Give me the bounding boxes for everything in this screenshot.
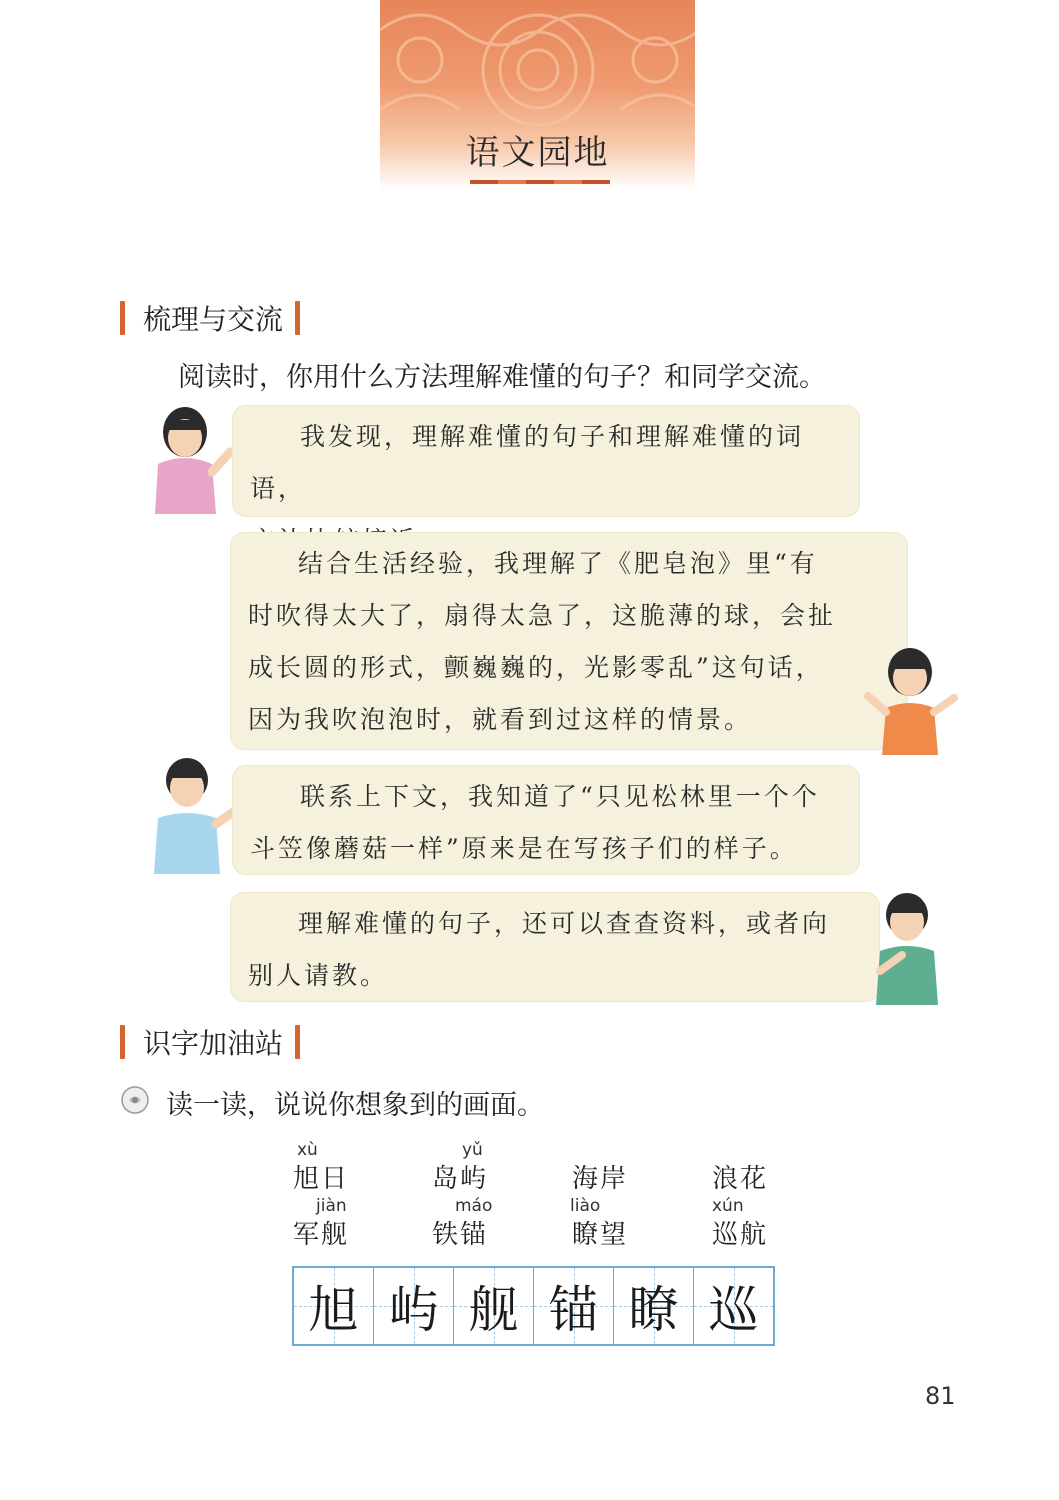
boy-green-shirt-illustration (862, 885, 952, 1005)
vocab-word: 铁锚 (432, 1220, 489, 1250)
bubble-line: 时吹得太大了，扇得太急了，这脆薄的球，会扯 (248, 601, 837, 630)
pinyin-label: xù (297, 1140, 318, 1160)
bubble-line: 成长圆的形式，颤巍巍的，光影零乱”这句话， (248, 653, 824, 682)
girl-orange-shirt-illustration (860, 640, 960, 755)
grid-cell (294, 1268, 374, 1344)
heading-bar-left (120, 1025, 125, 1059)
header-banner (380, 0, 695, 190)
bubble-line: 联系上下文，我知道了“只见松林里一个个 (300, 782, 820, 811)
grid-cell (614, 1268, 694, 1344)
page-number: 81 (925, 1382, 956, 1410)
grid-cell (694, 1268, 773, 1344)
grid-character: 屿 (388, 1281, 439, 1339)
grid-cell (454, 1268, 534, 1344)
bubble-line: 结合生活经验，我理解了《肥皂泡》里“有 (298, 549, 818, 578)
bubble-line: 理解难懂的句子，还可以查查资料，或者向 (298, 909, 831, 938)
grid-character: 锚 (548, 1281, 599, 1339)
vocab-word: 巡航 (712, 1220, 769, 1250)
section-prompt: 读一读，说说你想象到的画面。 (166, 1090, 544, 1121)
pinyin-label: jiàn (316, 1196, 347, 1216)
character-writing-grid (292, 1266, 775, 1346)
title-underline (470, 180, 610, 184)
vocab-word: 瞭望 (572, 1220, 629, 1250)
speech-bubble-2 (230, 532, 908, 750)
grid-character: 巡 (708, 1281, 759, 1339)
bubble-line: 我发现，理解难懂的句子和理解难懂的词语， (250, 422, 805, 503)
grid-cell (374, 1268, 454, 1344)
heading-bar-right (295, 1025, 300, 1059)
vocab-word: 旭日 (293, 1164, 350, 1194)
pinyin-label: yǔ (462, 1140, 483, 1160)
bubble-line: 因为我吹泡泡时，就看到过这样的情景。 (248, 705, 753, 734)
vocab-word: 浪花 (712, 1164, 769, 1194)
pinyin-label: liào (570, 1196, 601, 1216)
section-title: 梳理与交流 (143, 303, 284, 336)
pinyin-label: xún (712, 1196, 744, 1216)
grid-character: 瞭 (628, 1281, 679, 1339)
section-prompt: 阅读时，你用什么方法理解难懂的句子？和同学交流。 (178, 362, 826, 393)
section-heading-sorting (120, 298, 300, 338)
speech-bubble-3 (232, 765, 860, 875)
vocab-word: 岛屿 (432, 1164, 489, 1194)
read-aloud-icon (120, 1085, 150, 1115)
vocab-word: 军舰 (293, 1220, 350, 1250)
page-title: 语文园地 (465, 133, 610, 173)
girl-pink-shirt-illustration (140, 402, 240, 514)
heading-bar-right (295, 301, 300, 335)
heading-bar-left (120, 301, 125, 335)
speech-bubble-4 (230, 892, 880, 1002)
vocab-word: 海岸 (572, 1164, 629, 1194)
speech-bubble-1 (232, 405, 860, 517)
bubble-line: 斗笠像蘑菇一样”原来是在写孩子们的样子。 (250, 834, 798, 863)
section-title: 识字加油站 (143, 1027, 284, 1060)
section-heading-literacy (120, 1022, 300, 1062)
bubble-line: 别人请教。 (248, 961, 389, 990)
grid-character: 旭 (308, 1281, 359, 1339)
pinyin-label: máo (455, 1196, 493, 1216)
grid-character: 舰 (468, 1281, 519, 1339)
grid-cell (534, 1268, 614, 1344)
